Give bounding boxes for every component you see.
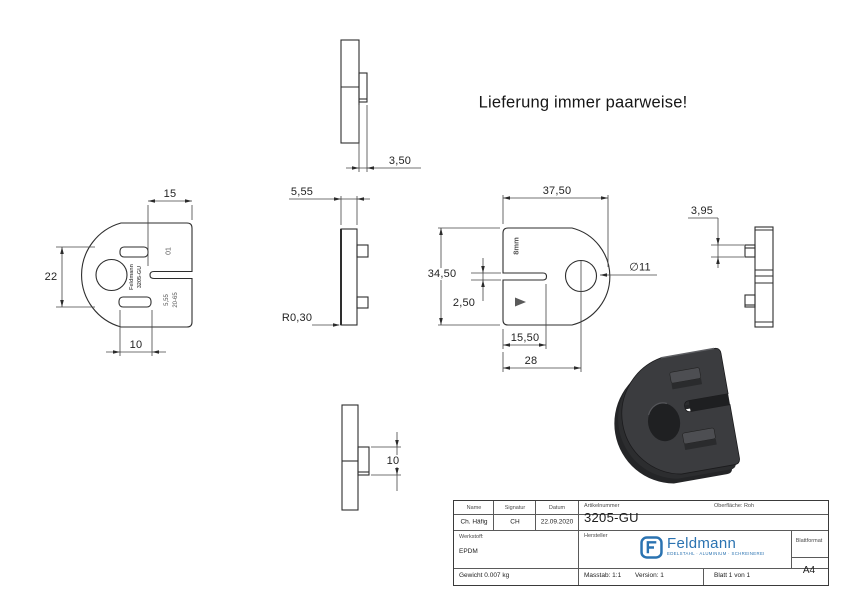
mold-mark-triangle bbox=[515, 298, 526, 307]
tb-line bbox=[454, 514, 828, 515]
tb-line bbox=[791, 557, 828, 558]
tb-line bbox=[703, 568, 704, 585]
tb-oberflaeche: Oberfläche: Roh bbox=[714, 503, 755, 509]
tb-line bbox=[791, 530, 792, 568]
tb-blatt: Blatt 1 von 1 bbox=[714, 572, 751, 579]
tb-line bbox=[454, 568, 828, 569]
title-block bbox=[453, 500, 829, 586]
dim-15: 15 bbox=[163, 188, 177, 200]
view-3d-isometric bbox=[604, 347, 742, 492]
feldmann-logo-name: Feldmann bbox=[667, 535, 737, 552]
tb-hersteller-label: Hersteller bbox=[584, 533, 608, 539]
dim-10-right: 10 bbox=[386, 455, 400, 467]
feldmann-logo-tagline: EDELSTAHL · ALUMINIUM · SCHREINEREI bbox=[667, 551, 765, 556]
tb-datum-label: Datum bbox=[548, 505, 566, 511]
marking-cavity: 01 bbox=[165, 247, 173, 255]
tb-line bbox=[535, 501, 536, 530]
tb-line bbox=[493, 501, 494, 530]
tb-version: Version: 1 bbox=[635, 572, 664, 579]
tb-masstab: Masstab: 1:1 bbox=[584, 572, 622, 579]
view-side-left bbox=[341, 229, 368, 325]
tb-datum-value: 22.09.2020 bbox=[540, 518, 574, 526]
feldmann-logo bbox=[640, 536, 765, 559]
tb-name-value: Ch. Häfig bbox=[460, 518, 488, 526]
marking-glass-8mm: 8mm bbox=[511, 237, 521, 255]
dim-15-50: 15,50 bbox=[510, 332, 540, 344]
tb-werkstoff-value: EPDM bbox=[459, 548, 478, 555]
dim-34-50: 34,50 bbox=[427, 268, 457, 280]
tb-signatur-label: Signatur bbox=[504, 505, 526, 511]
dim-r0-30: R0,30 bbox=[281, 312, 313, 324]
tb-line bbox=[578, 501, 579, 585]
tb-werkstoff-label: Werkstoff: bbox=[459, 534, 484, 540]
tb-line bbox=[454, 530, 828, 531]
dim-37-50: 37,50 bbox=[542, 185, 572, 197]
view-side-right bbox=[745, 227, 773, 327]
dim-22: 22 bbox=[44, 271, 58, 283]
dim-5-55: 5,55 bbox=[290, 186, 314, 198]
dim-3-50: 3,50 bbox=[388, 155, 412, 167]
marking-range: 20-65 bbox=[173, 292, 179, 308]
dim-dia-11: ∅11 bbox=[629, 261, 651, 274]
tb-blattformat-value: A4 bbox=[802, 565, 816, 576]
marking-size: 5,55 bbox=[164, 294, 170, 306]
feldmann-logo-icon bbox=[640, 536, 663, 559]
view-bottom bbox=[342, 405, 369, 510]
tb-gewicht: Gewicht 0.007 kg bbox=[459, 572, 510, 579]
note-pairwise: Lieferung immer paarweise! bbox=[478, 93, 688, 112]
tb-blattformat-label: Blattformat bbox=[795, 538, 823, 544]
marking-brand: Feldmann bbox=[129, 264, 135, 290]
dim-10-bottom-left: 10 bbox=[129, 339, 143, 351]
marking-article: 3205-GU bbox=[137, 265, 143, 289]
tb-artikelnummer-label: Artikelnummer bbox=[584, 503, 620, 509]
dim-2-50: 2,50 bbox=[452, 297, 476, 309]
dim-28: 28 bbox=[524, 355, 538, 367]
tb-artikelnummer-value: 3205-GU bbox=[584, 510, 639, 525]
dim-3-95: 3,95 bbox=[690, 205, 714, 217]
view-top bbox=[341, 40, 367, 143]
tb-name-label: Name bbox=[466, 505, 482, 511]
tb-signatur-value: CH bbox=[510, 518, 520, 526]
